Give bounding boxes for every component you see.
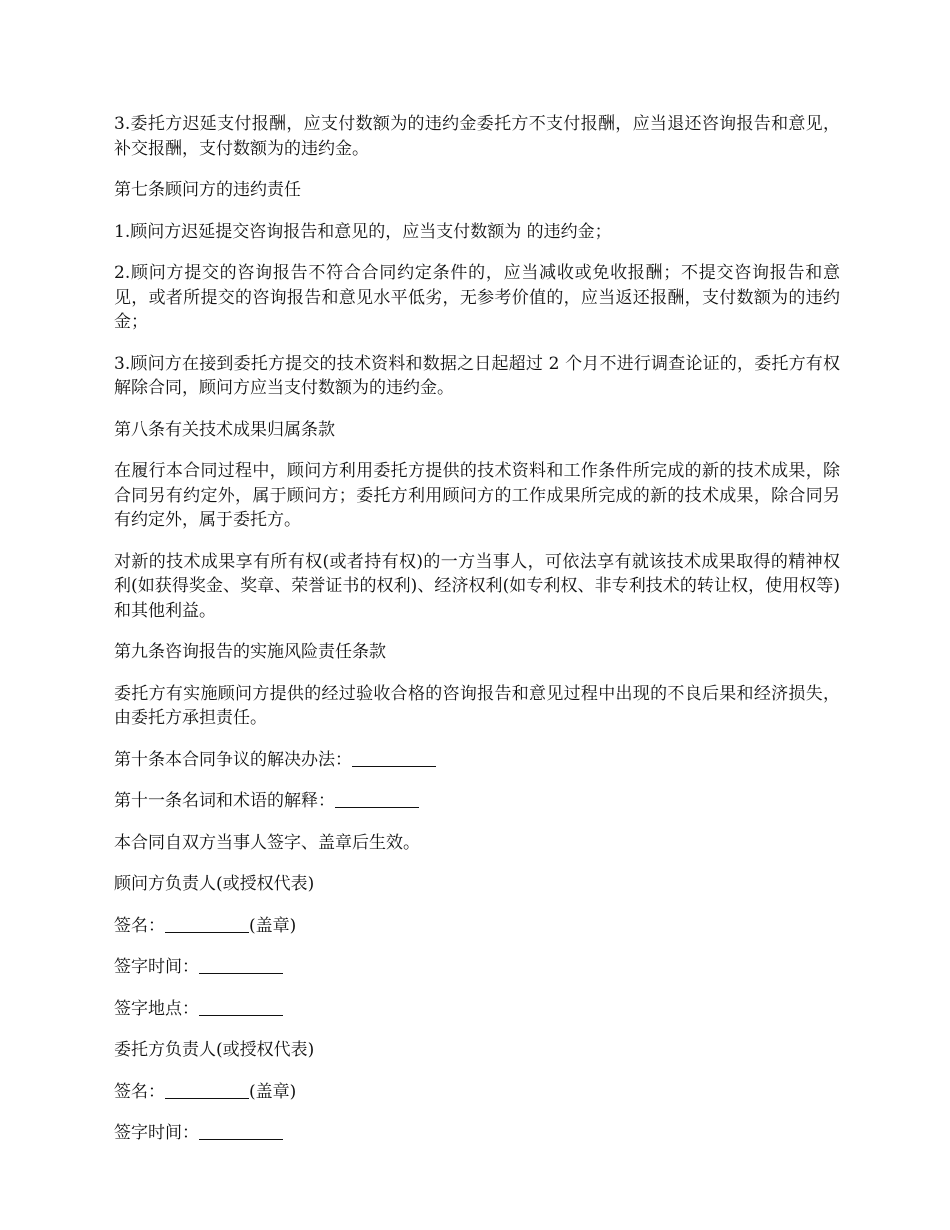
blank-line [165, 1081, 249, 1099]
advisor-signature-field [114, 914, 840, 939]
field-label: 签名： [114, 1081, 165, 1102]
blank-line [165, 915, 249, 933]
blank-line [335, 790, 419, 808]
field-label: 签字时间： [114, 957, 199, 977]
field-label: 签字地点： [114, 998, 199, 1019]
clause-paragraph: 1.顾问方迟延提交咨询报告和意见的，应当支付数额为 的违约金； [114, 221, 612, 242]
client-heading: 委托方负责人(或授权代表) [114, 1040, 315, 1060]
clause-paragraph: 对新的技术成果享有所有权(或者持有权)的一方当事人，可依法享有就该技术成果取得的精神权利(如获得奖金、奖章、荣誉证书的权利)、经济权利(如专利权、非专利技术的转让权，使用权等)和其他利益。 [114, 551, 840, 621]
blank-line [352, 749, 436, 767]
clause-paragraph: 3.委托方迟延支付报酬，应支付数额为的违约金委托方不支付报酬，应当退还咨询报告和意见，补交报酬，支付数额为的违约金。 [114, 114, 840, 159]
clause-paragraph: 3.顾问方在接到委托方提交的技术资料和数据之日起超过 2 个月不进行调查论证的，委托方有权解除合同，顾问方应当支付数额为的违约金。 [114, 353, 840, 398]
effective-statement: 本合同自双方当事人签字、盖章后生效。 [114, 832, 420, 853]
clause-paragraph: 委托方有实施顾问方提供的经过验收合格的咨询报告和意见过程中出现的不良后果和经济损失，由委托方承担责任。 [114, 683, 840, 728]
section-heading: 第九条咨询报告的实施风险责任条款 [114, 642, 386, 662]
clause-paragraph: 在履行本合同过程中，顾问方利用委托方提供的技术资料和工作条件所完成的新的技术成果，除合同另有约定外，属于顾问方；委托方利用顾问方的工作成果所完成的新的技术成果，除合同另有约定外，属于委托方。 [114, 461, 840, 530]
client-sign-time-field [114, 1121, 840, 1146]
seal-suffix: (盖章) [249, 915, 297, 936]
section-heading: 第八条有关技术成果归属条款 [114, 419, 335, 440]
advisor-sign-time-field [114, 955, 840, 980]
blank-line [199, 956, 283, 974]
field-label: 第十条本合同争议的解决办法： [114, 749, 352, 770]
document-page [114, 112, 840, 1163]
dispute-resolution-field [114, 748, 840, 773]
clause-paragraph: 2.顾问方提交的咨询报告不符合合同约定条件的，应当减收或免收报酬；不提交咨询报告和意见，或者所提交的咨询报告和意见水平低劣，无参考价值的，应当返还报酬，支付数额为的违约金； [114, 263, 840, 332]
blank-line [199, 1122, 283, 1140]
client-signature-field [114, 1080, 840, 1105]
section-heading: 第七条顾问方的违约责任 [114, 180, 301, 200]
advisor-heading: 顾问方负责人(或授权代表) [114, 874, 315, 894]
terms-explanation-field [114, 789, 840, 814]
seal-suffix: (盖章) [249, 1081, 297, 1102]
blank-line [199, 998, 283, 1016]
advisor-sign-place-field [114, 997, 840, 1022]
field-label: 第十一条名词和术语的解释： [114, 791, 335, 811]
field-label: 签名： [114, 915, 165, 936]
field-label: 签字时间： [114, 1123, 199, 1143]
